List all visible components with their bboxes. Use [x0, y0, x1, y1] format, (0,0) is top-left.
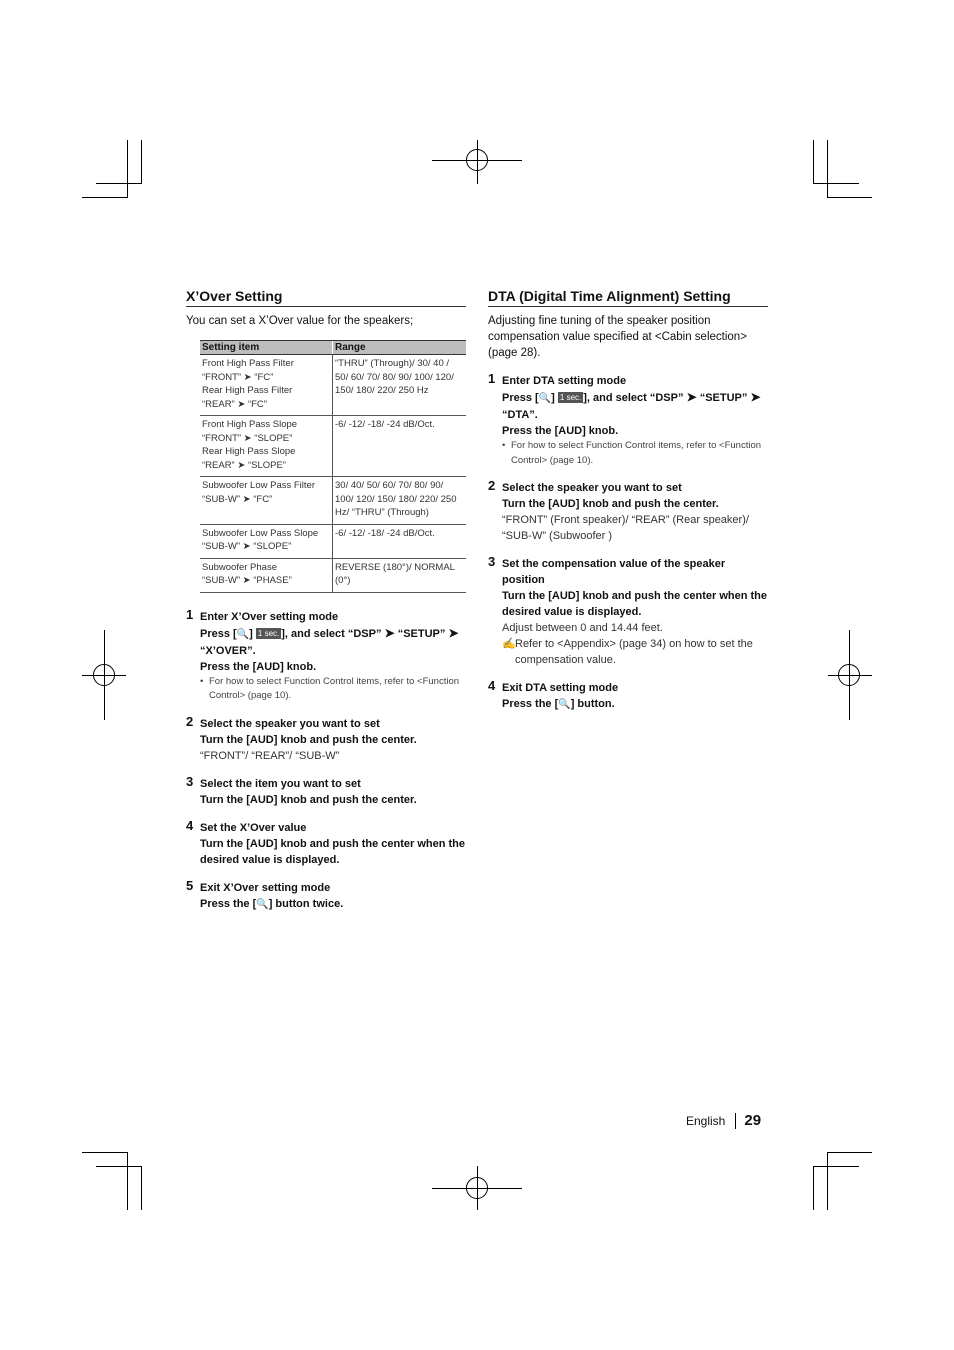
step-text: Press the [	[502, 698, 559, 710]
step-text: Press [	[502, 392, 539, 404]
pencil-icon: ✍	[502, 638, 516, 650]
item-line: “SUB-W” ➤ “FC”	[202, 493, 273, 505]
search-icon: 🔍	[256, 898, 269, 910]
registration-circle	[838, 664, 860, 686]
step-instruction: Turn the [AUD] knob and push the center.	[200, 733, 417, 746]
item-line: Rear High Pass Filter	[202, 385, 293, 396]
step-options: “FRONT”/ “REAR”/ “SUB-W”	[200, 749, 340, 762]
table-row	[200, 558, 466, 592]
step-title: Set the X’Over value	[200, 821, 307, 834]
dta-intro: Adjusting fine tuning of the speaker position compensation value specified at <Cabin selection> (page 28).	[488, 315, 747, 359]
step-instruction: Press [🔍] 1 sec. ], and select “DSP” ➤ “SETUP” ➤ “X’OVER”.	[200, 625, 459, 657]
item-line: Rear High Pass Slope	[202, 446, 296, 457]
item-line: “FRONT” ➤ “FC”	[202, 371, 274, 383]
step-text: ], and select “DSP”	[281, 627, 382, 640]
crop-mark	[96, 183, 142, 184]
range-cell: 30/ 40/ 50/ 60/ 70/ 80/ 90/ 100/ 120/ 150/ 180/ 220/ 250 Hz/ “THRU” (Through)	[333, 477, 467, 525]
xover-title: X’Over Setting	[186, 288, 466, 307]
crop-mark	[827, 197, 872, 198]
step-number: 5	[186, 877, 194, 893]
item-line: “REAR” ➤ “FC”	[202, 398, 267, 410]
setting-item-cell	[200, 524, 333, 558]
step-instruction: Press [🔍] 1 sec. ], and select “DSP” ➤ “SETUP” ➤ “DTA”.	[502, 390, 761, 421]
item-line: Subwoofer Low Pass Slope	[202, 527, 319, 539]
crop-mark	[82, 197, 128, 198]
arrow-right-icon: ➤	[686, 390, 697, 404]
xover-section	[186, 288, 466, 913]
table-row	[200, 524, 466, 558]
range-cell: “THRU” (Through)/ 30/ 40 / 50/ 60/ 70/ 80/ 90/ 100/ 120/ 150/ 180/ 220/ 250 Hz	[333, 355, 467, 416]
item-line: “SUB-W” ➤ “SLOPE”	[202, 541, 292, 552]
header-setting-item: Setting item	[200, 341, 333, 355]
crop-mark	[813, 1166, 859, 1167]
item-line: “SUB-W” ➤ “PHASE”	[202, 575, 292, 586]
step-number: 3	[186, 773, 194, 789]
page-footer	[686, 1112, 761, 1129]
crop-mark	[127, 140, 128, 198]
table-row	[200, 416, 466, 477]
step-text: “DTA”.	[502, 409, 538, 421]
crop-mark	[141, 1166, 142, 1210]
crop-mark	[127, 1152, 128, 1210]
search-icon: 🔍	[538, 393, 552, 404]
search-icon: 🔍	[236, 628, 250, 640]
step-title: Select the speaker you want to set	[200, 717, 380, 730]
table-row	[200, 477, 466, 525]
step-instruction: Turn the [AUD] knob and push the center.	[200, 793, 417, 806]
dta-title: DTA (Digital Time Alignment) Setting	[488, 288, 768, 307]
step-options: “FRONT” (Front speaker)/ “REAR” (Rear speaker)/ “SUB-W” (Subwoofer )	[502, 514, 749, 542]
step-instruction	[502, 696, 768, 713]
dta-step-4	[488, 680, 768, 713]
step-text: “SETUP”	[699, 392, 748, 404]
step-number: 2	[488, 478, 496, 493]
step-instruction-2: Press the [AUD] knob.	[502, 425, 619, 437]
crop-mark	[813, 140, 814, 184]
dta-step-3	[488, 556, 768, 668]
step-note: • For how to select Function Control items, refer to <Function Control> (page 10).	[502, 439, 768, 468]
arrow-right-icon: ➤	[384, 625, 395, 640]
dta-section	[488, 288, 768, 713]
step-title: Enter DTA setting mode	[502, 375, 627, 387]
arrow-right-icon: ➤	[448, 625, 459, 640]
range-cell: -6/ -12/ -18/ -24 dB/Oct.	[333, 524, 467, 558]
dta-steps	[488, 373, 768, 713]
header-range: Range	[333, 341, 467, 355]
table-row	[200, 355, 466, 416]
step-hint	[502, 636, 768, 668]
item-line: “FRONT” ➤ “SLOPE”	[202, 432, 293, 444]
item-line: Subwoofer Phase	[202, 561, 277, 573]
step-instruction: Turn the [AUD] knob and push the center when the desired value is displayed.	[200, 837, 466, 866]
step-number: 1	[488, 371, 496, 386]
crop-mark	[141, 140, 142, 184]
one-sec-badge: 1 sec.	[257, 628, 280, 638]
xover-step-2	[186, 713, 466, 764]
item-line: Front High Pass Slope	[202, 419, 298, 430]
footer-divider	[735, 1113, 736, 1129]
xover-intro: You can set a X’Over value for the speakers;	[186, 315, 414, 327]
range-cell: -6/ -12/ -18/ -24 dB/Oct.	[333, 416, 467, 477]
step-instruction: Turn the [AUD] knob and push the center when the desired value is displayed.	[502, 590, 768, 618]
step-text: Press the [	[200, 897, 257, 910]
step-number: 3	[488, 554, 496, 569]
step-instruction-2: Press the [AUD] knob.	[200, 660, 317, 673]
step-range-text: Adjust between 0 and 14.44 feet.	[502, 622, 663, 634]
setting-item-cell	[200, 558, 333, 592]
one-sec-badge: 1 sec.	[559, 393, 582, 402]
step-title: Exit X’Over setting mode	[200, 881, 331, 894]
step-title: Select the item you want to set	[200, 777, 361, 790]
step-text: ] button twice.	[268, 897, 344, 910]
crop-mark	[813, 183, 859, 184]
search-icon: 🔍	[558, 699, 571, 710]
xover-steps	[186, 606, 466, 913]
dta-step-1	[488, 373, 768, 468]
crop-mark	[96, 1166, 142, 1167]
range-cell: REVERSE (180°)/ NORMAL (0°)	[333, 558, 467, 592]
crop-mark	[82, 1152, 128, 1153]
step-title: Exit DTA setting mode	[502, 682, 619, 694]
step-text: “X’OVER”.	[200, 644, 256, 657]
xover-step-5	[186, 877, 466, 913]
setting-item-cell	[200, 416, 333, 477]
footer-language: English	[686, 1114, 726, 1128]
step-instruction	[200, 896, 466, 913]
xover-step-4	[186, 817, 466, 868]
setting-item-cell	[200, 477, 333, 525]
xover-table	[200, 340, 466, 593]
step-number: 4	[186, 817, 194, 833]
arrow-right-icon: ➤	[750, 390, 761, 404]
crop-mark	[813, 1166, 814, 1210]
registration-circle	[93, 664, 115, 686]
xover-step-1	[186, 606, 466, 704]
registration-circle	[466, 149, 488, 171]
xover-step-3	[186, 773, 466, 808]
hint-text: Refer to <Appendix> (page 34) on how to set the compensation value.	[515, 638, 753, 666]
step-text: “SETUP”	[397, 627, 446, 640]
registration-circle	[466, 1177, 488, 1199]
item-line: “REAR” ➤ “SLOPE”	[202, 459, 286, 471]
step-title: Set the compensation value of the speaker position	[502, 558, 726, 586]
step-number: 2	[186, 713, 194, 729]
dta-step-2	[488, 480, 768, 544]
item-line: Front High Pass Filter	[202, 358, 294, 369]
crop-mark	[827, 140, 828, 198]
step-title: Select the speaker you want to set	[502, 482, 682, 494]
step-text: ] button.	[570, 698, 615, 710]
step-instruction: Turn the [AUD] knob and push the center.	[502, 498, 719, 510]
setting-item-cell	[200, 355, 333, 416]
step-number: 4	[488, 678, 496, 693]
step-text: Press [	[200, 627, 237, 640]
crop-mark	[827, 1152, 872, 1153]
page-number: 29	[744, 1112, 762, 1129]
step-note: • For how to select Function Control items, refer to <Function Control> (page 10).	[200, 675, 466, 704]
step-text: ], and select “DSP”	[583, 392, 684, 404]
item-line: Subwoofer Low Pass Filter	[202, 480, 315, 491]
step-title: Enter X’Over setting mode	[200, 610, 339, 623]
step-number: 1	[186, 606, 194, 622]
crop-mark	[827, 1152, 828, 1210]
